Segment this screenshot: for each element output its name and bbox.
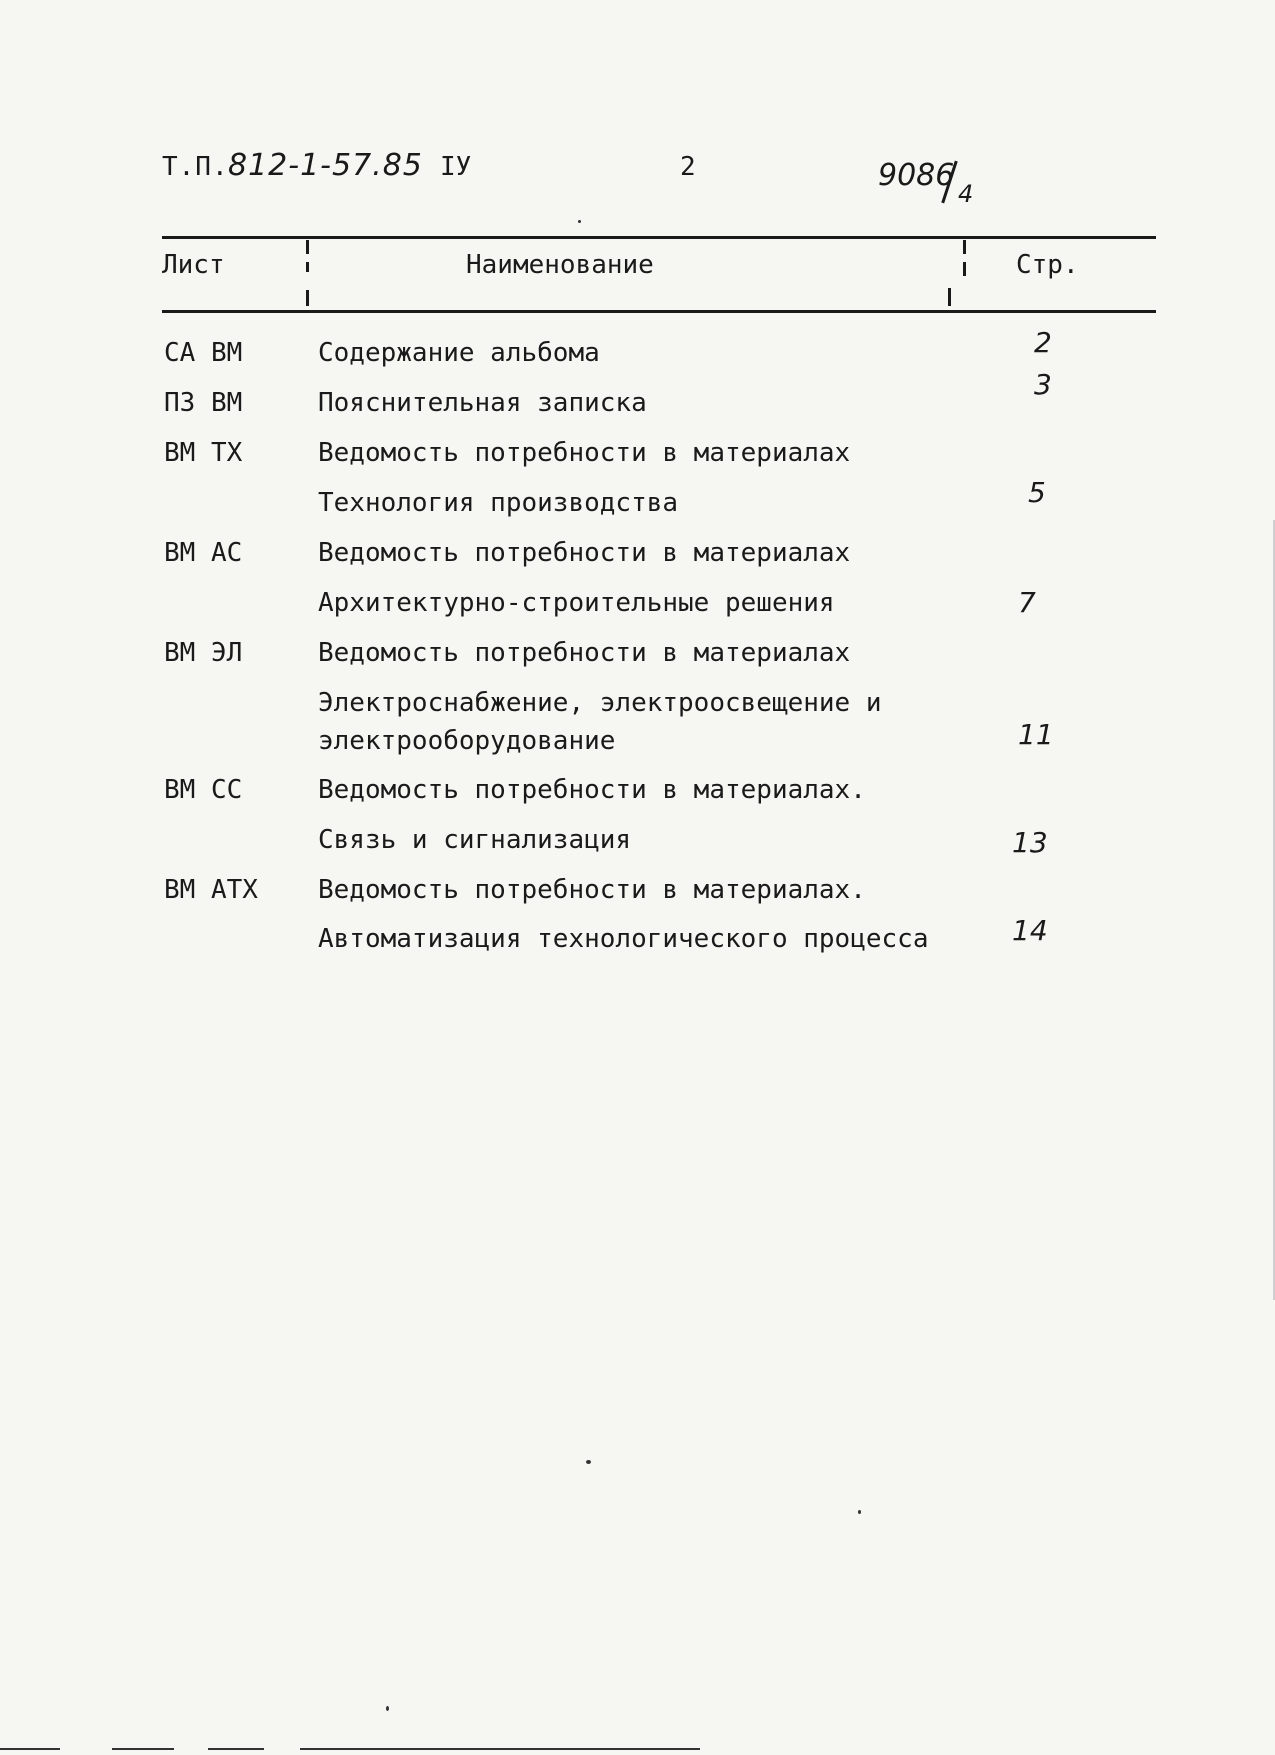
- row-title: Ведомость потребности в материалах.: [318, 775, 866, 805]
- column-divider-mark: [306, 290, 309, 306]
- row-page: 11: [1018, 718, 1054, 751]
- table-top-rule: [162, 236, 1156, 239]
- table-header-rule: [162, 310, 1156, 313]
- scan-speck: [386, 1706, 389, 1711]
- row-title: Пояснительная записка: [318, 388, 647, 418]
- row-title: Автоматизация технологического процесса: [318, 924, 929, 954]
- row-page: 7: [1018, 586, 1036, 619]
- row-code: ВМ АС: [164, 538, 243, 568]
- row-title: Электроснабжение, электроосвещение и: [318, 688, 882, 718]
- scan-bottom-line: [208, 1748, 264, 1750]
- scan-speck: [586, 1460, 591, 1464]
- row-title: Архитектурно-строительные решения: [318, 588, 835, 618]
- column-header-page: Стр.: [1016, 250, 1079, 280]
- row-page: 14: [1012, 914, 1048, 947]
- scan-bottom-line: [0, 1748, 60, 1750]
- column-header-sheet: Лист: [162, 250, 225, 280]
- row-title: электрооборудование: [318, 726, 616, 756]
- row-code: СА ВМ: [164, 338, 243, 368]
- scan-bottom-line: [300, 1748, 700, 1750]
- row-title: Связь и сигнализация: [318, 825, 632, 855]
- scan-speck: [858, 1510, 861, 1514]
- row-title: Технология производства: [318, 488, 679, 518]
- row-code: ВМ ЭЛ: [164, 638, 243, 668]
- column-divider-mark: [963, 262, 966, 276]
- project-suffix: IУ: [440, 152, 472, 182]
- column-divider-mark: [306, 262, 309, 272]
- row-page: 13: [1012, 826, 1048, 859]
- inventory-number: 9086: [878, 158, 955, 193]
- project-prefix: Т.П.: [162, 152, 229, 182]
- column-divider-mark: [948, 288, 951, 306]
- column-header-name: Наименование: [466, 250, 654, 280]
- row-title: Ведомость потребности в материалах.: [318, 875, 866, 905]
- row-code: ВМ АТХ: [164, 875, 258, 905]
- scan-bottom-line: [112, 1748, 174, 1750]
- row-code: ВМ ТХ: [164, 438, 243, 468]
- row-title: Содержание альбома: [318, 338, 600, 368]
- row-title: Ведомость потребности в материалах: [318, 638, 851, 668]
- row-page: 2: [1034, 326, 1052, 359]
- scan-speck: [578, 220, 581, 223]
- project-number: 812-1-57.85: [228, 148, 423, 183]
- row-title: Ведомость потребности в материалах: [318, 438, 851, 468]
- row-page: 5: [1028, 476, 1046, 509]
- column-divider-mark: [963, 240, 966, 254]
- row-page: 3: [1034, 368, 1052, 401]
- page-number: 2: [680, 152, 696, 182]
- inventory-sub: 4: [958, 180, 974, 208]
- row-code: ВМ СС: [164, 775, 243, 805]
- column-divider-mark: [306, 240, 309, 254]
- row-code: ПЗ ВМ: [164, 388, 243, 418]
- row-title: Ведомость потребности в материалах: [318, 538, 851, 568]
